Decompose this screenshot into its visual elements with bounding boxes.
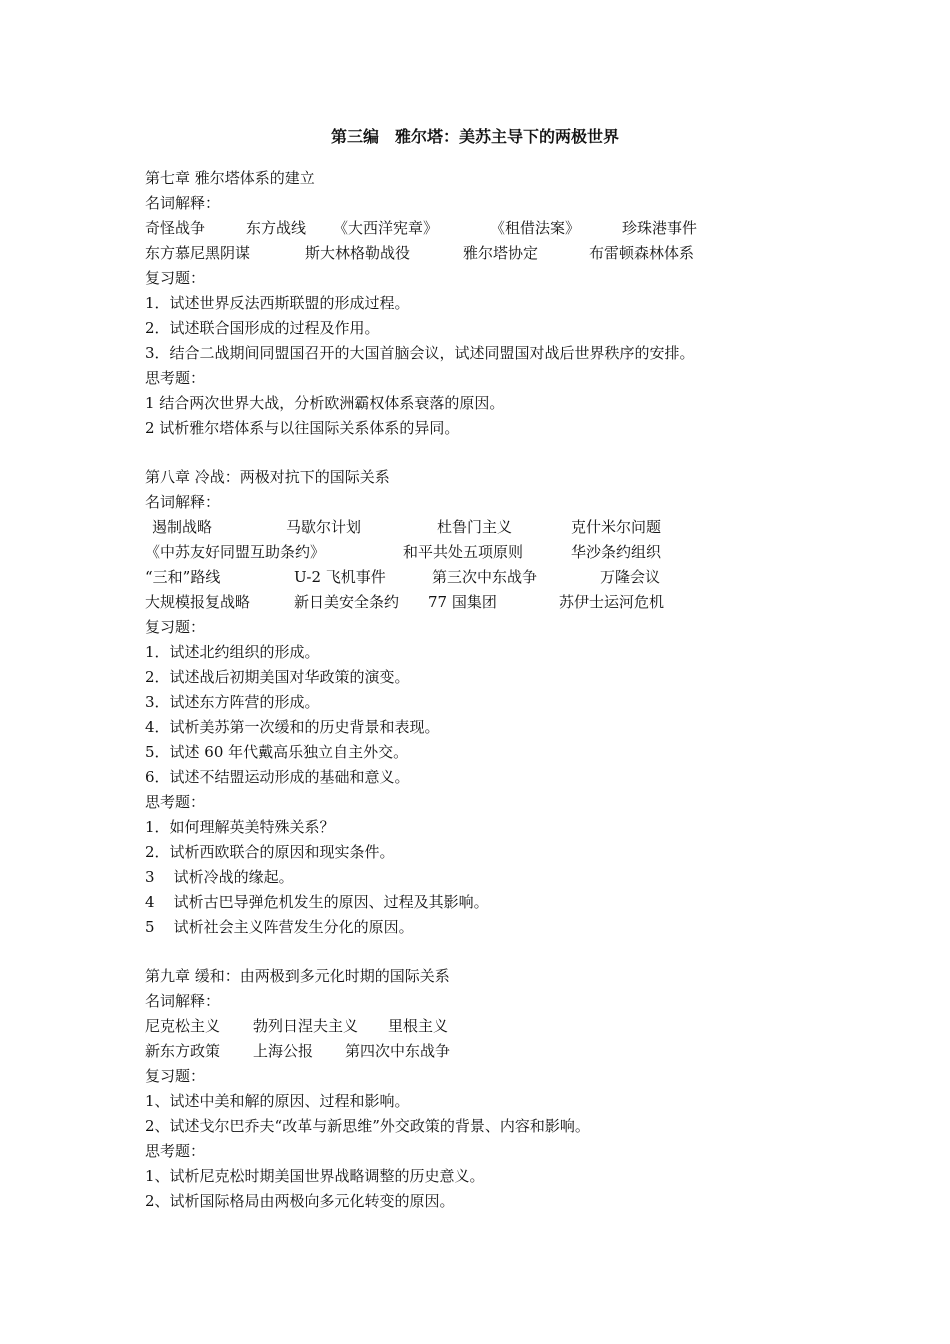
term: 雅尔塔协定 (463, 244, 539, 262)
ch7-think-item: 1 结合两次世界大战，分析欧洲霸权体系衰落的原因。 (145, 394, 505, 412)
ch8-think-item: 5 试析社会主义阵营发生分化的原因。 (145, 918, 414, 936)
part-title: 第三编 雅尔塔：美苏主导下的两极世界 (330, 127, 619, 146)
term: 马歇尔计划 (286, 518, 362, 536)
ch7-review-label: 复习题： (145, 269, 206, 287)
term: 第四次中东战争 (345, 1042, 451, 1060)
term: 《中苏友好同盟互助条约》 (145, 543, 326, 561)
ch7-review-item: 1．试述世界反法西斯联盟的形成过程。 (145, 294, 410, 312)
term: U-2 飞机事件 (294, 568, 386, 586)
term: 东方战线 (246, 219, 307, 237)
ch7-terms-row-1 (145, 216, 765, 240)
ch8-review-item: 1．试述北约组织的形成。 (145, 643, 320, 661)
ch8-review-label: 复习题： (145, 618, 206, 636)
term: 尼克松主义 (145, 1017, 221, 1035)
ch8-review-item: 3．试述东方阵营的形成。 (145, 693, 320, 711)
term: 《租借法案》 (490, 219, 581, 237)
ch9-review-item: 2、试述戈尔巴乔夫“改革与新思维”外交政策的背景、内容和影响。 (145, 1117, 590, 1135)
term: 杜鲁门主义 (437, 518, 513, 536)
ch8-terms-row-4 (145, 590, 765, 614)
ch9-review-label: 复习题： (145, 1067, 206, 1085)
term: 和平共处五项原则 (403, 543, 524, 561)
term: 苏伊士运河危机 (559, 593, 665, 611)
ch7-terms-label: 名词解释： (145, 194, 221, 212)
ch8-terms-label: 名词解释： (145, 493, 221, 511)
ch9-think-item: 2、试析国际格局由两极向多元化转变的原因。 (145, 1192, 455, 1210)
ch8-terms-row-1 (145, 515, 765, 539)
ch8-think-item: 3 试析冷战的缘起。 (145, 868, 294, 886)
term: 奇怪战争 (145, 219, 206, 237)
term: 大规模报复战略 (145, 593, 251, 611)
term: 遏制战略 (152, 518, 213, 536)
ch8-review-item: 5．试述 60 年代戴高乐独立自主外交。 (145, 743, 409, 761)
term: 勃列日涅夫主义 (253, 1017, 359, 1035)
term: 新日美安全条约 (294, 593, 400, 611)
term: 第三次中东战争 (432, 568, 538, 586)
ch7-think-item: 2 试析雅尔塔体系与以往国际关系体系的异同。 (145, 419, 460, 437)
ch7-review-item: 3．结合二战期间同盟国召开的大国首脑会议，试述同盟国对战后世界秩序的安排。 (145, 344, 695, 362)
ch8-review-item: 2．试述战后初期美国对华政策的演变。 (145, 668, 410, 686)
chapter-9-heading: 第九章 缓和：由两极到多元化时期的国际关系 (145, 967, 450, 985)
ch8-think-label: 思考题： (145, 793, 206, 811)
ch7-review-item: 2．试述联合国形成的过程及作用。 (145, 319, 380, 337)
term: 布雷顿森林体系 (589, 244, 695, 262)
term: 77 国集团 (428, 593, 497, 611)
ch7-terms-row-2 (145, 241, 765, 265)
term: 上海公报 (253, 1042, 314, 1060)
ch9-terms-row-2 (145, 1039, 765, 1063)
ch8-think-item: 2．试析西欧联合的原因和现实条件。 (145, 843, 395, 861)
term: 新东方政策 (145, 1042, 221, 1060)
term: 斯大林格勒战役 (305, 244, 411, 262)
ch7-think-label: 思考题： (145, 369, 206, 387)
ch8-review-item: 6．试述不结盟运动形成的基础和意义。 (145, 768, 410, 786)
term: 克什米尔问题 (571, 518, 662, 536)
ch9-think-label: 思考题： (145, 1142, 206, 1160)
ch8-think-item: 1．如何理解英美特殊关系？ (145, 818, 335, 836)
ch8-terms-row-3 (145, 565, 765, 589)
ch9-review-item: 1、试述中美和解的原因、过程和影响。 (145, 1092, 410, 1110)
ch8-think-item: 4 试析古巴导弹危机发生的原因、过程及其影响。 (145, 893, 489, 911)
chapter-8-heading: 第八章 冷战：两极对抗下的国际关系 (145, 468, 390, 486)
term: 《大西洋宪章》 (333, 219, 439, 237)
chapter-7-heading: 第七章 雅尔塔体系的建立 (145, 169, 315, 187)
term: 东方慕尼黑阴谋 (145, 244, 251, 262)
term: 珍珠港事件 (622, 219, 698, 237)
ch9-think-item: 1、试析尼克松时期美国世界战略调整的历史意义。 (145, 1167, 485, 1185)
ch9-terms-row-1 (145, 1014, 765, 1038)
ch8-terms-row-2 (145, 540, 765, 564)
term: 华沙条约组织 (571, 543, 662, 561)
ch8-review-item: 4．试析美苏第一次缓和的历史背景和表现。 (145, 718, 440, 736)
term: “三和”路线 (145, 568, 221, 586)
term: 万隆会议 (600, 568, 661, 586)
ch9-terms-label: 名词解释： (145, 992, 221, 1010)
term: 里根主义 (388, 1017, 449, 1035)
